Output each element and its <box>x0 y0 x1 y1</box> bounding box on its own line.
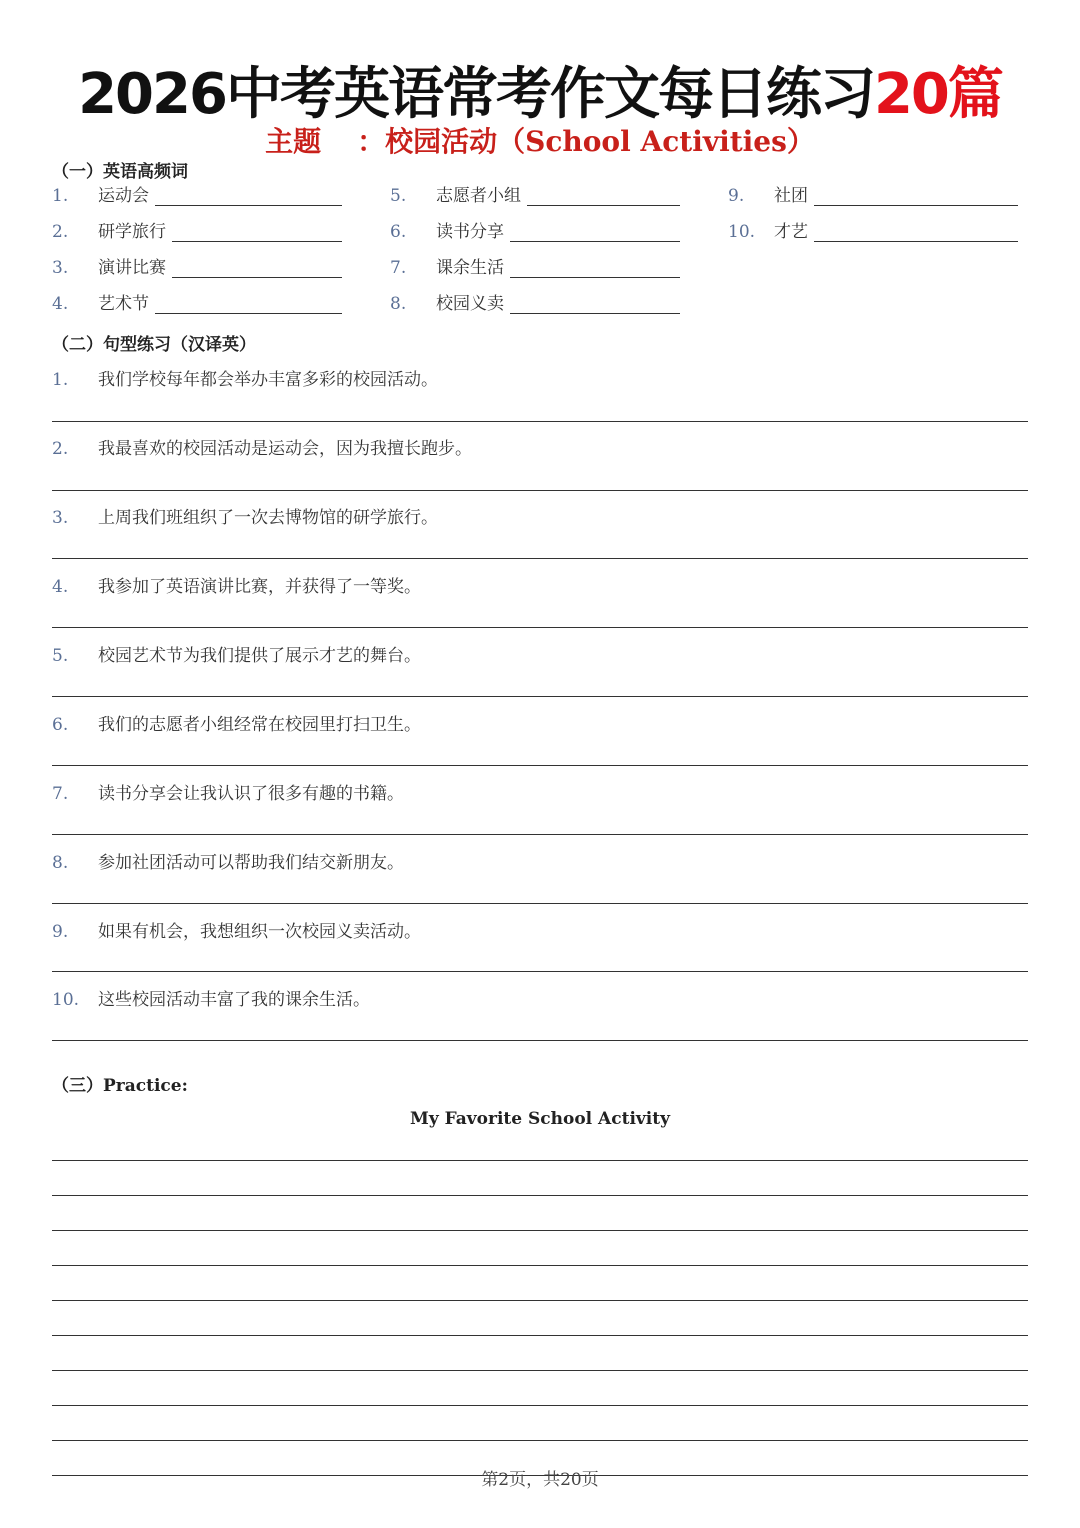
sentence-answer-line[interactable] <box>52 834 1028 835</box>
vocab-answer-blank[interactable] <box>510 259 680 278</box>
sentence-answer-line[interactable] <box>52 971 1028 972</box>
essay-writing-line[interactable] <box>52 1195 1028 1196</box>
essay-writing-line[interactable] <box>52 1440 1028 1441</box>
sentence-answer-line[interactable] <box>52 903 1028 904</box>
sentence-prompt: 2. 我最喜欢的校园活动是运动会，因为我擅长跑步。 <box>52 439 472 459</box>
sentence-prompt: 6. 我们的志愿者小组经常在校园里打扫卫生。 <box>52 715 421 735</box>
sentence-prompt: 7. 读书分享会让我认识了很多有趣的书籍。 <box>52 784 404 804</box>
vocab-answer-blank[interactable] <box>155 295 342 314</box>
essay-writing-line[interactable] <box>52 1160 1028 1161</box>
vocab-answer-blank[interactable] <box>155 187 342 206</box>
vocab-item: 7. 课余生活 <box>390 253 680 278</box>
section-sentence-heading: （二）句型练习（汉译英） <box>52 335 256 355</box>
page-footer: 第2页，共20页 <box>481 1470 599 1490</box>
essay-writing-line[interactable] <box>52 1230 1028 1231</box>
sentence-answer-line[interactable] <box>52 421 1028 422</box>
sentence-prompt: 10. 这些校园活动丰富了我的课余生活。 <box>52 990 370 1010</box>
vocab-answer-blank[interactable] <box>172 223 342 242</box>
topic-label: 主题 <box>265 125 322 158</box>
vocab-item: 9. 社团 <box>728 181 1018 206</box>
sentence-prompt: 4. 我参加了英语演讲比赛，并获得了一等奖。 <box>52 577 421 597</box>
topic-line <box>0 120 1080 160</box>
vocab-item: 4. 艺术节 <box>52 289 342 314</box>
sentence-answer-line[interactable] <box>52 696 1028 697</box>
essay-writing-line[interactable] <box>52 1300 1028 1301</box>
page-title-highlight: 20篇 <box>873 62 1002 127</box>
sentence-answer-line[interactable] <box>52 765 1028 766</box>
vocab-item: 8. 校园义卖 <box>390 289 680 314</box>
sentence-prompt: 1. 我们学校每年都会举办丰富多彩的校园活动。 <box>52 370 438 390</box>
page-title-main: 2026中考英语常考作文每日练习 <box>78 62 874 127</box>
sentence-prompt: 5. 校园艺术节为我们提供了展示才艺的舞台。 <box>52 646 421 666</box>
vocab-answer-blank[interactable] <box>510 295 680 314</box>
topic-text: 校园活动（School Activities） <box>385 125 815 158</box>
vocab-item: 6. 读书分享 <box>390 217 680 242</box>
sentence-prompt: 8. 参加社团活动可以帮助我们结交新朋友。 <box>52 853 404 873</box>
vocab-answer-blank[interactable] <box>814 187 1018 206</box>
essay-writing-line[interactable] <box>52 1405 1028 1406</box>
vocab-answer-blank[interactable] <box>527 187 680 206</box>
sentence-answer-line[interactable] <box>52 490 1028 491</box>
vocab-item: 10. 才艺 <box>728 217 1018 242</box>
vocab-answer-blank[interactable] <box>172 259 342 278</box>
sentence-answer-line[interactable] <box>52 627 1028 628</box>
vocab-item: 3. 演讲比赛 <box>52 253 342 278</box>
vocab-item: 1. 运动会 <box>52 181 342 206</box>
essay-title: My Favorite School Activity <box>410 1109 670 1129</box>
vocab-item: 5. 志愿者小组 <box>390 181 680 206</box>
page-title <box>0 50 1080 130</box>
section-vocab-heading: （一）英语高频词 <box>52 162 188 182</box>
essay-writing-line[interactable] <box>52 1265 1028 1266</box>
vocab-answer-blank[interactable] <box>510 223 680 242</box>
sentence-answer-line[interactable] <box>52 1040 1028 1041</box>
essay-writing-line[interactable] <box>52 1370 1028 1371</box>
section-practice-heading: （三）Practice: <box>52 1076 188 1096</box>
vocab-answer-blank[interactable] <box>814 223 1018 242</box>
topic-colon: ： <box>357 125 386 158</box>
sentence-prompt: 3. 上周我们班组织了一次去博物馆的研学旅行。 <box>52 508 438 528</box>
vocab-item: 2. 研学旅行 <box>52 217 342 242</box>
essay-writing-line[interactable] <box>52 1335 1028 1336</box>
sentence-answer-line[interactable] <box>52 558 1028 559</box>
sentence-prompt: 9. 如果有机会，我想组织一次校园义卖活动。 <box>52 922 421 942</box>
